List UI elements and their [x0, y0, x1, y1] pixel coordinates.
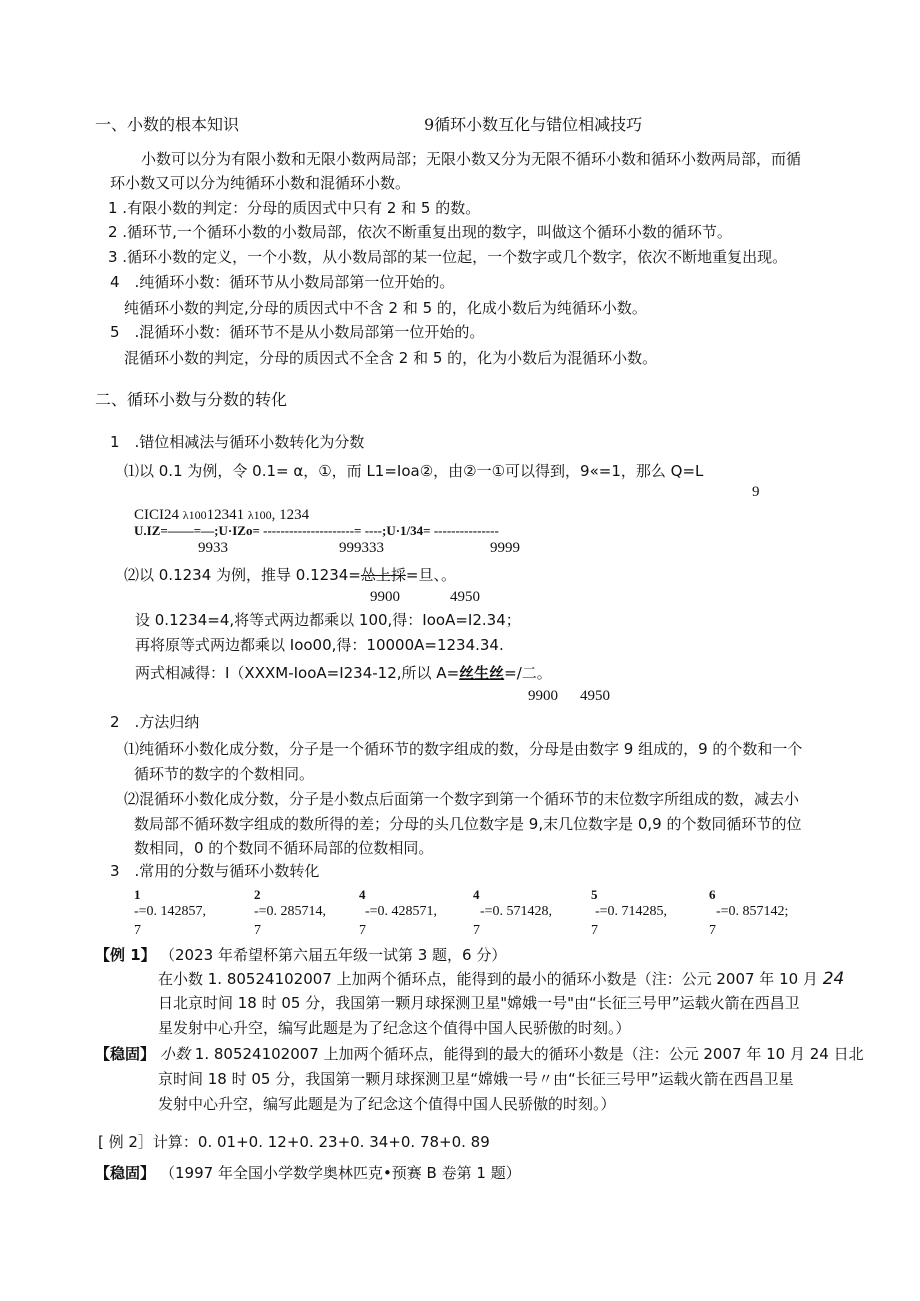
fraction-value: -=0. 428571, — [365, 904, 438, 919]
sub-2: 2 .方法归纳 — [110, 713, 200, 731]
item-5: 5 .混循环小数：循环节不是从小数局部第一位开始的。 — [110, 323, 485, 341]
example-2-den-2: 4950 — [450, 589, 480, 605]
intro-line-2: 环小数又可以分为纯循环小数和混循环小数。 — [110, 174, 411, 192]
method-2-line-2: 数局部不循环数字组成的数所得的差；分母的头几位数字是 9,末几位数字是 0,9 的个数同循环节的位 — [134, 815, 802, 833]
step-1: 设 0.1234=4,将等式两边都乘以 100,得：IooA=I2.34； — [135, 611, 521, 629]
fraction-value: -=0. 142857, — [134, 904, 207, 919]
garbled-formula-line: U.IZ=——=—;U·IZo= ---------------------= ----;U·1/34= --------------- — [134, 523, 499, 538]
denominator-c: 9999 — [490, 540, 520, 556]
item-3: 3 .循环小数的定义，一个小数，从小数局部的某一位起，一个数字或几个数字，依次不断地重复出现。 — [108, 248, 788, 266]
fraction-den: 7 — [134, 923, 141, 938]
page-subtitle: 9循环小数互化与错位相减技巧 — [424, 115, 643, 134]
fraction-num: 1 — [134, 887, 141, 902]
example-2-prefix: ⑵以 0.1234 为例，推导 0.1234= — [124, 566, 361, 584]
fraction-value: -=0. 857142; — [716, 904, 789, 919]
intro-line-1: 小数可以分为有限小数和无限小数两局部；无限小数又分为无限不循环小数和循环小数两局部，而循 — [141, 150, 802, 168]
example-2-line — [124, 566, 456, 584]
garbled-part-1: CICI24 — [134, 507, 179, 523]
example-1-italic-number: 24 — [822, 969, 845, 989]
consolidate-1-text-1 — [160, 1045, 864, 1063]
example-1-line: ⑴以 0.1 为例，令 0.1= α，①，而 L1=Ioa②，由②一①可以得到，9«=1，那么 Q=L — [124, 462, 704, 480]
example-1-source: （2023 年希望杯第六届五年级一试第 3 题，6 分） — [160, 946, 507, 964]
method-2-line-3: 数相同，0 的个数同不循环局部的位数相同。 — [134, 839, 434, 857]
step-2: 再将原等式两边都乘以 Ioo00,得：10000A=1234.34. — [135, 636, 504, 654]
example-2-den-1: 9900 — [370, 589, 400, 605]
fraction-den: 7 — [709, 923, 716, 938]
fraction-num: 4 — [359, 887, 366, 902]
example-1-denominator: 9 — [752, 484, 760, 500]
garbled-sub-1: λ100 — [182, 508, 207, 522]
example-1-label: 【例 1】 — [95, 946, 156, 964]
fraction-value: -=0. 714285, — [595, 904, 668, 919]
item-1: 1 .有限小数的判定：分母的质因式中只有 2 和 5 的数。 — [108, 199, 481, 217]
fraction-den: 7 — [473, 923, 480, 938]
consolidate-2-label: 【稳固】 — [95, 1164, 156, 1182]
consolidate-1-text-1-main: 1. 80524102007 上加两个循环点，能得到的最大的循环小数是（注：公元 2007 年 10 月 24 日北 — [194, 1045, 864, 1063]
example-2-text: [ 例 2］计算：0. 01+0. 12+0. 23+0. 34+0. 78+0. 89 — [98, 1133, 490, 1151]
example-1-text-1-main: 在小数 1. 80524102007 上加两个循环点，能得到的最小的循环小数是（注：公元 2007 年 10 月 — [158, 970, 818, 988]
example-2-strike: 怂上採 — [360, 566, 406, 584]
fraction-den: 7 — [591, 923, 598, 938]
method-1-line-1: ⑴纯循环小数化成分数，分子是一个循环节的数字组成的数，分母是由数字 9 组成的，9 的个数和一个 — [124, 740, 803, 758]
step-3 — [135, 664, 552, 682]
step-3-den-1: 9900 — [528, 688, 558, 704]
fraction-value: -=0. 571428, — [480, 904, 553, 919]
fraction-value: -=0. 285714, — [254, 904, 327, 919]
method-1-line-2: 循环节的数字的个数相同。 — [134, 765, 315, 783]
consolidate-1-text-2: 京时间 18 时 05 分，我国第一颗月球探测卫星“嫦娥一号〃由“长征三号甲”运载火箭在西昌卫星 — [158, 1070, 794, 1088]
example-1-text-3: 星发射中心升空，编写此题是为了纪念这个值得中国人民骄傲的时刻。） — [158, 1019, 631, 1037]
sub-3: 3 .常用的分数与循环小数转化 — [110, 862, 320, 880]
item-2: 2 .循环节,一个循环小数的小数局部，依次不断重复出现的数字，叫做这个循环小数的循环节。 — [108, 223, 732, 241]
item-4: 4 .纯循环小数：循环节从小数局部第一位开始的。 — [110, 273, 455, 291]
consolidate-1-italic-lead: 小数 — [160, 1045, 191, 1063]
section1-heading: 一、小数的根本知识 — [95, 115, 240, 134]
denominator-b: 999333 — [339, 540, 384, 556]
fraction-den: 7 — [359, 923, 366, 938]
consolidate-1-text-3: 发射中心升空，编写此题是为了纪念这个值得中国人民骄傲的时刻。） — [158, 1095, 616, 1113]
fraction-num: 5 — [591, 887, 598, 902]
example-2-suffix: =旦、。 — [405, 566, 456, 584]
garbled-sub-2: λ100 — [247, 508, 272, 522]
step-3-prefix: 两式相减得：I（XXXM-IooA=I234-12,所以 A= — [135, 664, 460, 682]
garbled-part-3: , 1234 — [271, 507, 310, 523]
section2-heading: 二、循环小数与分数的转化 — [95, 390, 288, 409]
fraction-num: 2 — [254, 887, 261, 902]
garbled-part-2: 12341 — [206, 507, 245, 523]
step-3-bold: 丝生丝 — [459, 664, 505, 682]
denominator-a: 9933 — [198, 540, 228, 556]
consolidate-2-text: （1997 年全国小学数学奥林匹克•预赛 B 卷第 1 题） — [160, 1164, 521, 1182]
consolidate-1-label: 【稳固】 — [95, 1045, 156, 1063]
item-4-note: 纯循环小数的判定,分母的质因式中不含 2 和 5 的，化成小数后为纯循环小数。 — [124, 299, 647, 317]
fraction-num: 6 — [709, 887, 716, 902]
method-2-line-1: ⑵混循环小数化成分数，分子是小数点后面第一个数字到第一个循环节的末位数字所组成的数，减去小 — [124, 790, 800, 808]
fraction-num: 4 — [473, 887, 480, 902]
step-3-den-2: 4950 — [580, 688, 610, 704]
step-3-suffix: =/二。 — [504, 664, 552, 682]
sub-1: 1 .错位相减法与循环小数转化为分数 — [110, 433, 365, 451]
example-1-text-2: 日北京时间 18 时 05 分，我国第一颗月球探测卫星"嫦娥一号"由“长征三号甲”运载火箭在西昌卫 — [158, 994, 800, 1012]
item-5-note: 混循环小数的判定，分母的质因式不全含 2 和 5 的，化为小数后为混循环小数。 — [124, 349, 658, 367]
fraction-den: 7 — [254, 923, 261, 938]
example-1-text-1 — [158, 970, 844, 988]
